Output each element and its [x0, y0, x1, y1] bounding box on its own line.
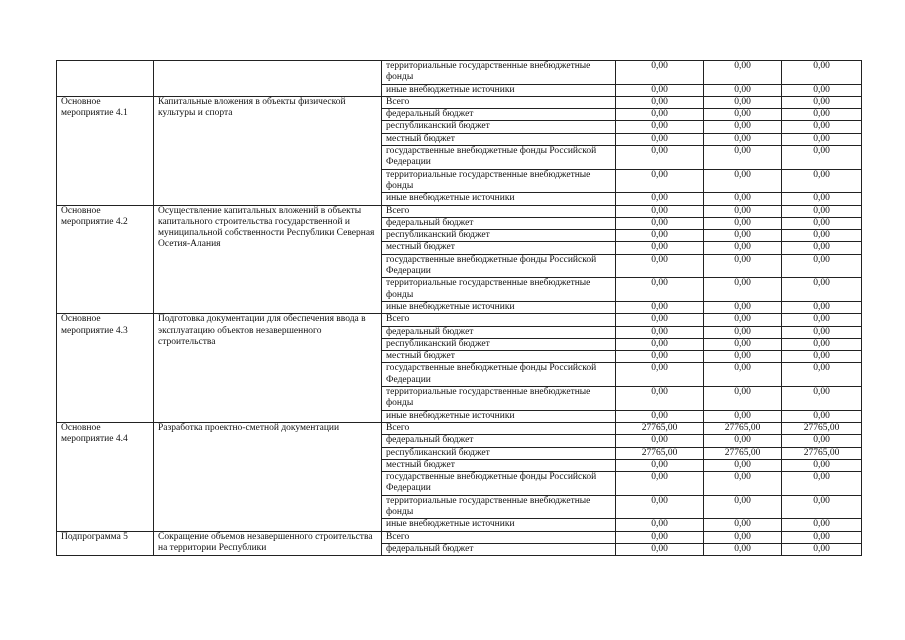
funding-source: территориальные государственные внебюджетные фонды [382, 169, 616, 193]
amount-cell: 0,00 [616, 326, 704, 338]
amount-cell: 0,00 [782, 205, 862, 217]
amount-cell: 0,00 [616, 121, 704, 133]
amount-cell: 0,00 [704, 84, 782, 96]
amount-cell: 0,00 [782, 301, 862, 313]
activity-description: Подготовка документации для обеспечения ввода в эксплуатацию объектов незавершенного строительства [154, 314, 382, 423]
amount-cell: 0,00 [782, 495, 862, 519]
funding-source: республиканский бюджет [382, 230, 616, 242]
amount-cell: 0,00 [782, 314, 862, 326]
amount-cell: 0,00 [616, 363, 704, 387]
amount-cell: 0,00 [704, 387, 782, 411]
activity-description: Капитальные вложения в объекты физической культуры и спорта [154, 96, 382, 205]
activity-name [57, 61, 154, 97]
amount-cell: 0,00 [616, 531, 704, 543]
amount-cell: 0,00 [704, 363, 782, 387]
amount-cell: 0,00 [782, 459, 862, 471]
amount-cell: 0,00 [616, 217, 704, 229]
amount-cell: 0,00 [616, 472, 704, 496]
funding-source: государственные внебюджетные фонды Российской Федерации [382, 254, 616, 278]
amount-cell: 0,00 [782, 193, 862, 205]
amount-cell: 0,00 [782, 84, 862, 96]
amount-cell: 0,00 [704, 230, 782, 242]
amount-cell: 0,00 [616, 410, 704, 422]
activity-description: Осуществление капитальных вложений в объекты капитального строительства государственной и муниципальной собственности Республики Северная Осетия-Алания [154, 205, 382, 314]
amount-cell: 0,00 [782, 146, 862, 170]
amount-cell: 0,00 [704, 96, 782, 108]
funding-source: республиканский бюджет [382, 447, 616, 459]
amount-cell: 0,00 [616, 109, 704, 121]
funding-source: федеральный бюджет [382, 326, 616, 338]
table-row [57, 96, 862, 108]
amount-cell: 0,00 [782, 519, 862, 531]
funding-source: иные внебюджетные источники [382, 519, 616, 531]
funding-source: Всего [382, 314, 616, 326]
amount-cell: 0,00 [616, 314, 704, 326]
amount-cell: 0,00 [782, 109, 862, 121]
amount-cell: 0,00 [704, 519, 782, 531]
amount-cell: 0,00 [782, 217, 862, 229]
amount-cell: 0,00 [782, 326, 862, 338]
funding-source: местный бюджет [382, 459, 616, 471]
amount-cell: 0,00 [704, 217, 782, 229]
funding-source: федеральный бюджет [382, 217, 616, 229]
amount-cell: 0,00 [616, 278, 704, 302]
amount-cell: 0,00 [782, 254, 862, 278]
amount-cell: 0,00 [616, 61, 704, 85]
funding-source: Всего [382, 422, 616, 434]
amount-cell: 0,00 [616, 387, 704, 411]
funding-source: иные внебюджетные источники [382, 84, 616, 96]
amount-cell: 0,00 [782, 363, 862, 387]
amount-cell: 0,00 [704, 543, 782, 555]
amount-cell: 0,00 [704, 351, 782, 363]
table-row [57, 205, 862, 217]
amount-cell: 0,00 [616, 254, 704, 278]
amount-cell: 0,00 [616, 301, 704, 313]
amount-cell: 0,00 [616, 435, 704, 447]
amount-cell: 0,00 [704, 193, 782, 205]
amount-cell: 0,00 [782, 242, 862, 254]
funding-source: иные внебюджетные источники [382, 301, 616, 313]
funding-source: местный бюджет [382, 133, 616, 145]
amount-cell: 0,00 [704, 314, 782, 326]
amount-cell: 0,00 [782, 61, 862, 85]
amount-cell: 0,00 [782, 435, 862, 447]
funding-source: территориальные государственные внебюджетные фонды [382, 495, 616, 519]
amount-cell: 0,00 [616, 84, 704, 96]
funding-source: государственные внебюджетные фонды Российской Федерации [382, 472, 616, 496]
funding-source: Всего [382, 531, 616, 543]
amount-cell: 0,00 [704, 301, 782, 313]
amount-cell: 0,00 [616, 133, 704, 145]
amount-cell: 0,00 [782, 472, 862, 496]
amount-cell: 27765,00 [704, 422, 782, 434]
amount-cell: 0,00 [782, 531, 862, 543]
amount-cell: 0,00 [782, 169, 862, 193]
amount-cell: 0,00 [616, 230, 704, 242]
amount-cell: 0,00 [704, 338, 782, 350]
amount-cell: 0,00 [616, 242, 704, 254]
amount-cell: 0,00 [616, 96, 704, 108]
amount-cell: 0,00 [704, 121, 782, 133]
amount-cell: 0,00 [704, 133, 782, 145]
amount-cell: 0,00 [782, 543, 862, 555]
amount-cell: 0,00 [704, 205, 782, 217]
funding-source: республиканский бюджет [382, 338, 616, 350]
funding-table [56, 60, 862, 556]
amount-cell: 27765,00 [782, 422, 862, 434]
funding-source: иные внебюджетные источники [382, 193, 616, 205]
amount-cell: 0,00 [616, 351, 704, 363]
table-row [57, 314, 862, 326]
amount-cell: 0,00 [782, 278, 862, 302]
amount-cell: 0,00 [704, 254, 782, 278]
funding-source: федеральный бюджет [382, 109, 616, 121]
funding-source: территориальные государственные внебюджетные фонды [382, 278, 616, 302]
activity-description [154, 61, 382, 97]
amount-cell: 0,00 [704, 109, 782, 121]
amount-cell: 0,00 [704, 472, 782, 496]
funding-source: Всего [382, 96, 616, 108]
amount-cell: 27765,00 [616, 422, 704, 434]
amount-cell: 0,00 [616, 193, 704, 205]
amount-cell: 0,00 [616, 459, 704, 471]
funding-source: Всего [382, 205, 616, 217]
amount-cell: 0,00 [616, 543, 704, 555]
table-row [57, 422, 862, 434]
amount-cell: 0,00 [782, 96, 862, 108]
amount-cell: 0,00 [704, 169, 782, 193]
activity-name: Основное мероприятие 4.2 [57, 205, 154, 314]
funding-source: республиканский бюджет [382, 121, 616, 133]
activity-name: Основное мероприятие 4.3 [57, 314, 154, 423]
amount-cell: 0,00 [616, 495, 704, 519]
amount-cell: 0,00 [704, 459, 782, 471]
amount-cell: 0,00 [782, 230, 862, 242]
amount-cell: 0,00 [782, 410, 862, 422]
table-row [57, 61, 862, 85]
funding-source: территориальные государственные внебюджетные фонды [382, 61, 616, 85]
amount-cell: 0,00 [782, 351, 862, 363]
activity-description: Сокращение объемов незавершенного строительства на территории Республики [154, 531, 382, 556]
amount-cell: 0,00 [704, 495, 782, 519]
amount-cell: 0,00 [704, 531, 782, 543]
amount-cell: 27765,00 [782, 447, 862, 459]
activity-name: Основное мероприятие 4.1 [57, 96, 154, 205]
funding-source: территориальные государственные внебюджетные фонды [382, 387, 616, 411]
amount-cell: 0,00 [616, 169, 704, 193]
amount-cell: 0,00 [616, 205, 704, 217]
amount-cell: 0,00 [782, 133, 862, 145]
activity-name: Подпрограмма 5 [57, 531, 154, 556]
funding-table-body [57, 61, 862, 556]
activity-description: Разработка проектно-сметной документации [154, 422, 382, 531]
amount-cell: 0,00 [704, 146, 782, 170]
funding-source: федеральный бюджет [382, 543, 616, 555]
amount-cell: 0,00 [704, 410, 782, 422]
amount-cell: 0,00 [704, 435, 782, 447]
amount-cell: 0,00 [616, 146, 704, 170]
amount-cell: 0,00 [616, 338, 704, 350]
amount-cell: 0,00 [782, 121, 862, 133]
amount-cell: 0,00 [782, 387, 862, 411]
amount-cell: 27765,00 [616, 447, 704, 459]
funding-source: государственные внебюджетные фонды Российской Федерации [382, 363, 616, 387]
funding-source: иные внебюджетные источники [382, 410, 616, 422]
amount-cell: 0,00 [616, 519, 704, 531]
amount-cell: 0,00 [704, 242, 782, 254]
funding-source: местный бюджет [382, 242, 616, 254]
funding-source: государственные внебюджетные фонды Российской Федерации [382, 146, 616, 170]
activity-name: Основное мероприятие 4.4 [57, 422, 154, 531]
amount-cell: 0,00 [704, 61, 782, 85]
amount-cell: 0,00 [704, 326, 782, 338]
amount-cell: 0,00 [704, 278, 782, 302]
amount-cell: 27765,00 [704, 447, 782, 459]
funding-source: местный бюджет [382, 351, 616, 363]
amount-cell: 0,00 [782, 338, 862, 350]
funding-source: федеральный бюджет [382, 435, 616, 447]
table-row [57, 531, 862, 543]
